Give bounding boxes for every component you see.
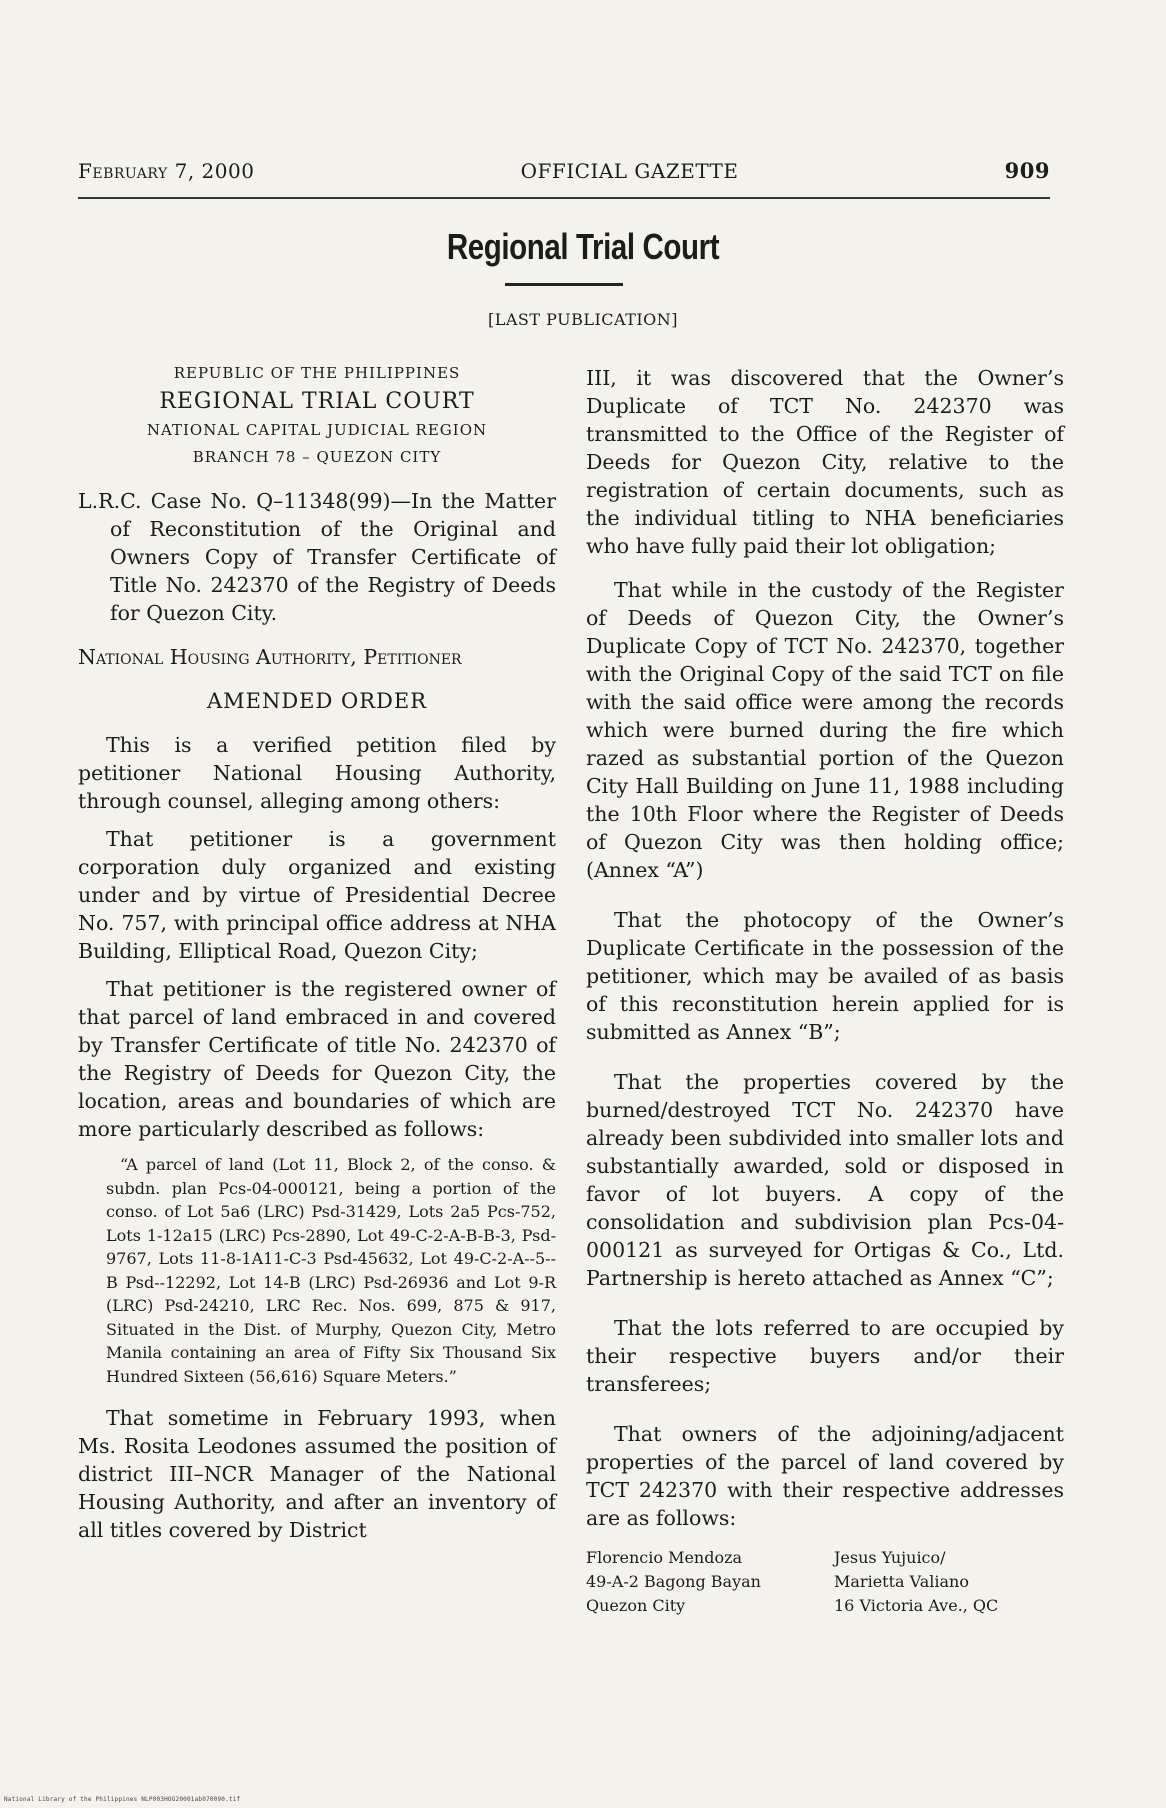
case-caption: L.R.C. Case No. Q–11348(99)—In the Matter of Reconstitution of the Original and Owners Copy of Transfer Certificate of Title No. 242370 of the Registry of Deeds for Quezon City. [78, 489, 556, 625]
owner-entry [586, 1546, 816, 1618]
right-paragraph-3: That the photocopy of the Owner’s Duplicate Certificate in the possession of the petitioner, which may be availed of as basis of this reconstitution herein applied for is submitted as Annex “B”; [586, 908, 1064, 1044]
page-header [78, 158, 1050, 192]
issue-date: February 7, 2000 [78, 159, 255, 183]
title-underline [505, 283, 623, 286]
left-paragraph-1: This is a verified petition filed by petitioner National Housing Authority, through counsel, alleging among others: [78, 733, 556, 813]
left-paragraph-final: That sometime in February 1993, when Ms. Rosita Leodones assumed the position of district III–NCR Manager of the National Housing Authority, and after an inventory of all titles covered by District [78, 1406, 556, 1542]
owner-address-line-2: 16 Victoria Ave., QC [834, 1596, 999, 1615]
right-paragraph-1: III, it was discovered that the Owner’s Duplicate of TCT No. 242370 was transmitted to the Office of the Register of Deeds for Quezon City, relative to the registration of certain documents, such as the individual titling to NHA beneficiaries who have fully paid their lot obligation; [586, 366, 1064, 558]
right-paragraph-5: That the lots referred to are occupied by their respective buyers and/or their transferees; [586, 1316, 1064, 1396]
header-rule [78, 197, 1050, 199]
owner-name: Jesus Yujuico/ [834, 1548, 946, 1567]
owner-address-line-1: Marietta Valiano [834, 1572, 969, 1591]
page-number: 909 [1004, 158, 1050, 183]
publication-name: OFFICIAL GAZETTE [520, 159, 739, 183]
left-paragraph-2: That petitioner is a government corporation duly organized and existing under and by virtue of Presidential Decree No. 757, with principal office address at NHA Building, Elliptical Road, Quezon City; [78, 827, 556, 963]
land-description-text: “A parcel of land (Lot 11, Block 2, of the conso. & subdn. plan Pcs-04-000121, being a portion of the conso. of Lot 5a6 (LRC) Psd-31429, Lots 2a5 Pcs-752, Lots 1-12a15 (LRC) Pcs-2890, Lot 49-C-2-A-B-B-3, Psd-9767, Lots 11-8-1A11-C-3 Psd-45632, Lot 49-C-2-A--5--B Psd--12292, Lot 14-B (LRC) Psd-26936 and Lot 9-R (LRC) Psd-24210, LRC Rec. Nos. 699, 875 & 917, Situated in the Dist. of Murphy, Quezon City, Metro Manila containing an area of Fifty Six Thousand Six Hundred Sixteen (56,616) Square Meters.” [106, 1155, 556, 1386]
land-description-quote [78, 1153, 556, 1388]
court-line-2: REGIONAL TRIAL COURT [159, 389, 475, 414]
owner-name: Florencio Mendoza [586, 1548, 743, 1567]
owner-address-line-1: 49-A-2 Bagong Bayan [586, 1572, 761, 1591]
owner-entry [834, 1546, 1064, 1618]
right-paragraph-2: That while in the custody of the Register of Deeds of Quezon City, the Owner’s Duplicate Copy of TCT No. 242370, together with the Original Copy of the said TCT on file with the said office were among the records which were burned during the fire which razed as substantial portion of the Quezon City Hall Building on June 11, 1988 including the 10th Floor where the Register of Deeds of Quezon City was then holding office; (Annex “A”) [586, 578, 1064, 882]
left-column [78, 360, 556, 1544]
adjoining-owners-list [586, 1546, 1064, 1618]
court-line-4: BRANCH 78 – QUEZON CITY [192, 448, 442, 466]
right-column [586, 364, 1064, 1618]
section-title: Regional Trial Court [446, 226, 720, 267]
publication-note: [LAST PUBLICATION] [487, 310, 679, 329]
right-paragraph-4: That the properties covered by the burned/destroyed TCT No. 242370 have already been subdivided into smaller lots and substantially awarded, sold or disposed in favor of lot buyers. A copy of the consolidation and subdivision plan Pcs-04-000121 as surveyed for Ortigas & Co., Ltd. Partnership is hereto attached as Annex “C”; [586, 1070, 1064, 1290]
scan-footer: National Library of the Philippines NLP003HOG20001ab070090.tif [4, 1796, 241, 1803]
court-line-1: REPUBLIC OF THE PHILIPPINES [173, 364, 461, 382]
right-paragraph-6: That owners of the adjoining/adjacent properties of the parcel of land covered by TCT 242370 with their respective addresses are as follows: [586, 1422, 1064, 1530]
court-line-3: NATIONAL CAPITAL JUDICIAL REGION [146, 421, 488, 439]
order-title: AMENDED ORDER [206, 689, 428, 713]
petitioner-line: National Housing Authority, Petitioner [78, 645, 462, 669]
left-paragraph-3: That petitioner is the registered owner of that parcel of land embraced in and covered by Transfer Certificate of title No. 242370 of the Registry of Deeds for Quezon City, the location, areas and boundaries of which are more particularly described as follows: [78, 977, 556, 1141]
owner-address-line-2: Quezon City [586, 1596, 686, 1615]
